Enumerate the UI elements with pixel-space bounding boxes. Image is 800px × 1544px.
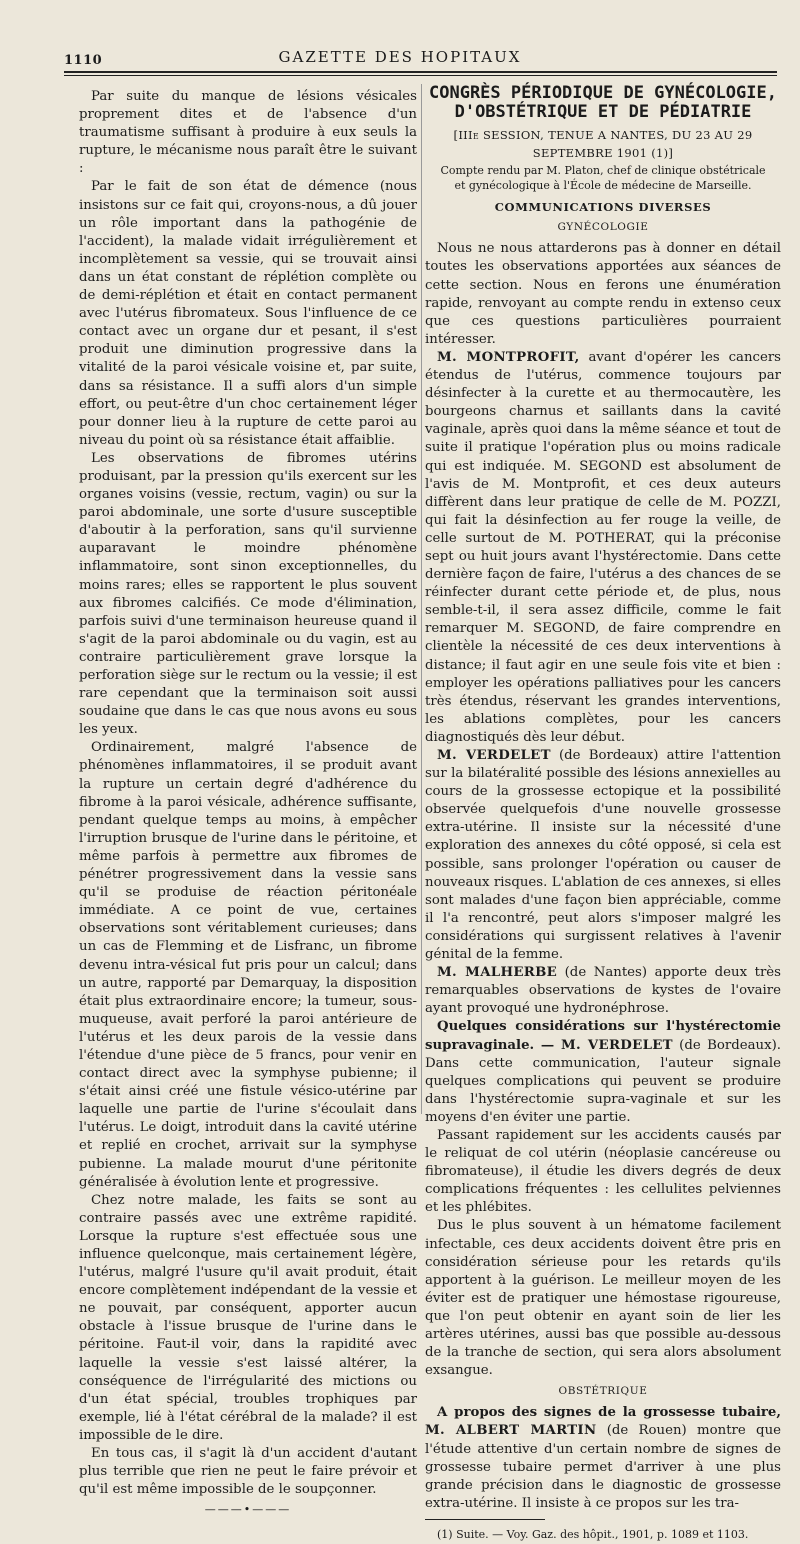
author-name: M. VERDELET: [437, 748, 551, 763]
subsection-obstetrique: OBSTÉTRIQUE: [558, 1385, 648, 1398]
paragraph: Par le fait de son état de démence (nous insistons sur ce fait qui, croyons-nous, a dû jouer un rôle important dans la pathogénie de l'accident), la malade vidait irrégulièrement et incomplètement sa vessie, qui se trouvait ainsi dans un état constant de réplétion complète ou de demi-réplétion et était en contact permanent avec l'utérus fibromateux. Sous l'influence de ce contact avec un organe dur et pesant, il s'est produit une diminution progressive dans la vitalité de la paroi vésicale voisine et, par suite, dans sa résistance. Il a suffi alors d'un simple effort, ou peut-être d'un choc certainement léger pour donner lieu à la rupture de cette paroi au niveau du point où sa résistance était affaiblie.: [79, 179, 417, 448]
paragraph: [425, 349, 781, 747]
section-heading: COMMUNICATIONS DIVERSES: [494, 200, 712, 215]
report-byline: Compte rendu par M. Platon, chef de clinique obstétricale: [440, 164, 766, 178]
subsection-gynecologie: GYNÉCOLOGIE: [557, 221, 649, 234]
report-byline-2: et gynécologique à l'École de médecine de Marseille.: [454, 179, 752, 193]
article-title-line1: CONGRÈS PÉRIODIQUE DE GYNÉCOLOGIE,: [429, 83, 777, 103]
paragraph: Passant rapidement sur les accidents causés par le reliquat de col utérin (néoplasie cancéreuse ou fibromateuse), il étudie les divers degrés de deux complications fréquentes : les cellulites pelviennes et les phlébites.: [425, 1127, 781, 1216]
author-name: M. VERDELET: [560, 1037, 673, 1053]
paragraph: Par suite du manque de lésions vésicales proprement dites et de l'absence d'un traumatisme suffisant à produire à eux seuls la rupture, le mécanisme nous paraît être le suivant :: [79, 89, 417, 177]
column-divider: [421, 84, 422, 1114]
paragraph: Ordinairement, malgré l'absence de phénomènes inflammatoires, il se produit avant la rupture un certain degré d'adhérence du fibrome à la paroi vésicale, adhérence suffisante, pendant quelque temps au moins, à empêcher l'irruption brusque de l'urine dans le péritoine, et même parfois à permettre aux fibromes de pénétrer progressivement dans la vessie sans qu'il se produise de réaction péritonéale immédiate. A ce point de vue, certaines observations sont véritablement curieuses; dans un cas de Flemming et de Lisfranc, un fibrome devenu intra-vésical fut pris pour un calcul; dans un autre, rapporté par Demarquay, la disposition était plus extraordinaire encore; la tumeur, sous-muqueuse, avait perforé la paroi antérieure de l'utérus et les deux parois de la vessie dans l'étendue d'une pièce de 5 francs, pour venir en contact direct avec la symphyse pubienne; il s'était ainsi créé une fistule vésico-utérine par laquelle une partie de l'urine s'écoulait dans l'utérus. Le doigt, introduit dans la cavité utérine et replié en crochet, arrivait sur la symphyse pubienne. La malade mourut d'une péritonite généralisée à évolution lente et progressive.: [79, 740, 417, 1190]
running-title: GAZETTE DES HOPITAUX: [278, 48, 522, 66]
author-name: M. MONTPROFIT,: [437, 349, 580, 365]
header-rule: [64, 71, 777, 76]
paragraph-text: avant d'opérer les cancers étendus de l'utérus, commence toujours par désinfecter à la curette et au thermocautère, les bourgeons charnus et saillants dans la cavité vaginale, après quoi dans la même séance et tout de suite il pratique l'opération plus ou moins radicale qui est indiquée. M. SEGOND est absolument de l'avis de M. Montprofit, et ces deux auteurs diffèrent dans leur pratique de celle de M. POZZI, qui fait la désinfection au fer rouge la veille, de celle surtout de M. POTHERAT, qui la préconise sept ou huit jours avant l'hystérectomie. Dans cette dernière façon de faire, l'utérus a des chances de se réinfecter durant cette période et, de plus, nous semble-t-il, il sera assez difficile, comme le fait remarquer M. SEGOND, de faire comprendre en clientèle la nécessité de ces deux interventions à distance; il faut agir en une seule fois vite et bien : employer les opérations palliatives pour les cancers très étendus, réservant les grandes interventions, les ablations complètes, pour les cancers diagnostiqués dès leur début.: [425, 349, 781, 745]
paragraph-lead: A propos des signes de la grossesse tubaire,: [437, 1405, 781, 1421]
page-number: 1110: [64, 53, 103, 68]
paragraph: [425, 1018, 781, 1127]
footnote-rule: [425, 1519, 545, 1520]
footnote: (1) Suite. — Voy. Gaz. des hôpit., 1901, p. 1089 et 1103.: [437, 1527, 749, 1541]
paragraph-text: (de Bordeaux) attire l'attention sur la bilatéralité possible des lésions annexielles au cours de la grossesse ectopique et la possibilité observée quelquefois d'une nouvelle grossesse extra-utérine. Il insiste sur la nécessité d'une exploration des annexes du côté opposé, si cela est possible, sans prolonger l'opération ou causer de nouveaux risques. L'ablation de ces annexes, si elles sont malades d'une façon bien appréciable, comme il l'a rencontré, peut alors s'imposer malgré les considérations qui surgissent relatives à l'avenir génital de la femme.: [425, 748, 781, 963]
paragraph: En tous cas, il s'agit là d'un accident d'autant plus terrible que rien ne peut le faire prévoir et qu'il est même impossible de le soupçonner.: [79, 1446, 417, 1498]
left-column: [79, 88, 417, 1519]
right-column: [425, 84, 781, 1544]
paragraph: Nous ne nous attarderons pas à donner en détail toutes les observations apportées aux séances de cette section. Nous en ferons une énumération rapide, renvoyant au compte rendu in extenso ceux que ces questions particulières pourraient intéresser.: [425, 241, 781, 347]
paragraph: [425, 1404, 781, 1513]
paragraph-text: (de Rouen) montre que l'étude attentive d'un certain nombre de signes de grossesse tubaire permet d'arriver à une plus grande précision dans le diagnostic de grossesse extra-utérine. Il insiste à ce propos sur les tra-: [425, 1423, 782, 1511]
paragraph: Chez notre malade, les faits se sont au contraire passés avec une extrême rapidité. Lorsque la rupture s'est effectuée sous une influence quelconque, mais certainement légère, l'utérus, malgré l'usure qu'il avait produit, était encore complètement indépendant de la vessie et ne pouvait, par conséquent, apporter aucun obstacle à l'issue brusque de l'urine dans le péritoine. Faut-il voir, dans la rapidité avec laquelle la vessie s'est laissé altérer, la conséquence de l'irrégularité des mictions ou d'un état spécial, troubles trophiques par exemple, lié à l'état cérébral de la malade? il est impossible de le dire.: [79, 1192, 417, 1443]
paragraph: Les observations de fibromes utérins produisant, par la pression qu'ils exercent sur les organes voisins (vessie, rectum, vagin) ou sur la paroi abdominale, une sorte d'usure susceptible d'aboutir à la perforation, sans qu'il survienne auparavant le moindre phénomène inflammatoire, sont sinon exceptionnelles, du moins rares; elles se rapportent le plus souvent aux fibromes calcifiés. Ce mode d'élimination, parfois suivi d'une terminaison heureuse quand il s'agit de la paroi abdominale ou du vagin, est au contraire particulièrement grave lorsque la perforation siège sur le rectum ou la vessie; il est rare cependant que la terminaison soit aussi soudaine que dans le cas que nous avons eu sous les yeux.: [79, 450, 417, 738]
author-name: M. ALBERT MARTIN: [425, 1423, 597, 1439]
session-info: [IIIe SESSION, TENUE A NANTES, DU 23 AU 29 SEPTEMBRE 1901 (1)]: [453, 128, 753, 161]
paragraph-text: (de Nantes) apporte deux très remarquables observations de kystes de l'ovaire ayant provoqué une hydronéphrose.: [425, 965, 781, 1017]
paragraph-text: (de Bordeaux). Dans cette communication, l'auteur signale quelques complications qui peuvent se produire dans l'hystérectomie supra-vaginale et sur les moyens d'en éviter une partie.: [425, 1037, 781, 1125]
end-ornament: ———•———: [204, 1503, 292, 1517]
paragraph: [425, 964, 781, 1018]
author-name: M. MALHERBE: [437, 965, 558, 981]
paragraph: Dus le plus souvent à un hématome facilement infectable, ces deux accidents doivent être pris en considération sérieuse pour les retards qu'ils apportent à la guérison. Le meilleur moyen de les éviter est de pratiquer une hémostase rigoureuse, que l'on peut obtenir en ayant soin de lier les artères utérines, aussi bas que possible au-dessous de la tranche de section, qui sera alors absolument exsangue.: [425, 1218, 781, 1379]
paragraph-title: Quelques considérations sur l'hystérectomie supravaginale. —: [425, 1019, 781, 1053]
article-title-line2: D'OBSTÉTRIQUE ET DE PÉDIATRIE: [454, 102, 752, 122]
paragraph: [425, 747, 781, 964]
